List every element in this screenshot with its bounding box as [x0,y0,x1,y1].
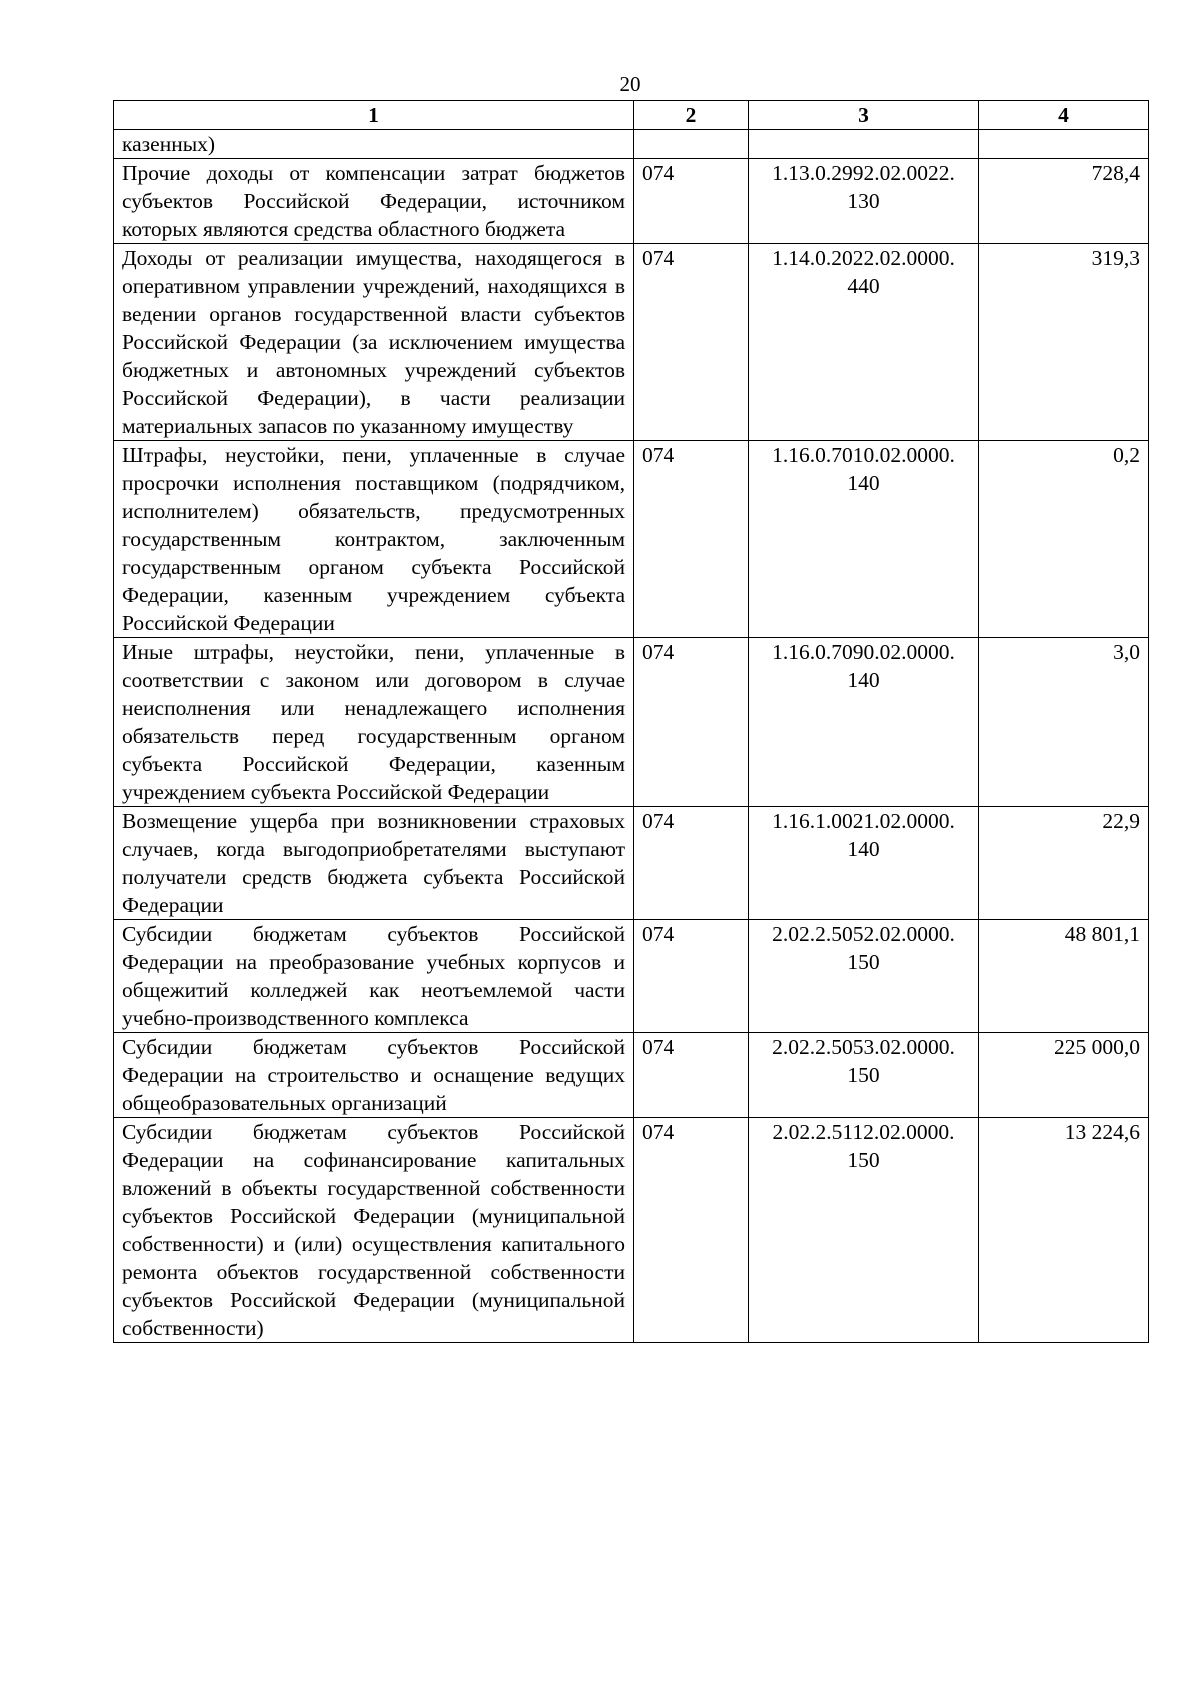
kbk-line-1: 1.16.0.7090.02.0000. [772,640,955,664]
row-kbk [749,638,979,807]
row-description: Возмещение ущерба при возникновении страховых случаев, когда выгодоприобретателями выступают получатели средств бюджета субъекта Российской Федерации [114,807,634,920]
table-row [114,1033,1149,1118]
row-amount: 3,0 [979,638,1149,807]
row-amount: 22,9 [979,807,1149,920]
kbk-line-2: 140 [847,837,880,861]
row-kbk [749,1033,979,1118]
table-row [114,244,1149,441]
table-row [114,638,1149,807]
row-description: Прочие доходы от компенсации затрат бюджетов субъектов Российской Федерации, источником которых являются средства областного бюджета [114,159,634,244]
row-amount [979,130,1149,159]
header-col-4: 4 [979,101,1149,130]
table-row [114,807,1149,920]
row-description: Субсидии бюджетам субъектов Российской Федерации на преобразование учебных корпусов и общежитий колледжей как неотъемлемой части учебно-производственного комплекса [114,920,634,1033]
row-admin-code: 074 [634,441,749,638]
page-number: 20 [619,72,641,96]
table-row [114,920,1149,1033]
row-kbk [749,920,979,1033]
row-admin-code [634,130,749,159]
row-kbk [749,130,979,159]
kbk-line-2: 140 [847,668,880,692]
row-admin-code: 074 [634,920,749,1033]
kbk-line-1: 1.14.0.2022.02.0000. [772,246,955,270]
row-description: Доходы от реализации имущества, находящегося в оперативном управлении учреждений, находящихся в ведении органов государственной власти субъектов Российской Федерации (за исключением имущества бюджетных и автономных учреждений субъектов Российской Федерации), в части реализации материальных запасов по указанному имуществу [114,244,634,441]
header-col-3: 3 [749,101,979,130]
header-col-2: 2 [634,101,749,130]
row-admin-code: 074 [634,159,749,244]
table-row [114,441,1149,638]
table-row [114,159,1149,244]
row-admin-code: 074 [634,807,749,920]
row-admin-code: 074 [634,638,749,807]
row-description: казенных) [114,130,634,159]
row-amount: 319,3 [979,244,1149,441]
kbk-line-2: 150 [847,1063,880,1087]
row-amount: 225 000,0 [979,1033,1149,1118]
row-admin-code: 074 [634,1033,749,1118]
kbk-line-1: 2.02.2.5052.02.0000. [772,922,955,946]
table-row [114,130,1149,159]
header-row [114,101,1149,130]
kbk-line-1: 2.02.2.5053.02.0000. [772,1035,955,1059]
kbk-line-1: 1.13.0.2992.02.0022. [772,161,955,185]
row-amount: 0,2 [979,441,1149,638]
row-description: Субсидии бюджетам субъектов Российской Федерации на строительство и оснащение ведущих общеобразовательных организаций [114,1033,634,1118]
budget-table [113,100,1149,1343]
row-description: Штрафы, неустойки, пени, уплаченные в случае просрочки исполнения поставщиком (подрядчиком, исполнителем) обязательств, предусмотренных государственным контрактом, заключенным государственным органом субъекта Российской Федерации, казенным учреждением субъекта Российской Федерации [114,441,634,638]
row-kbk [749,159,979,244]
kbk-line-1: 2.02.2.5112.02.0000. [772,1120,955,1144]
kbk-line-2: 440 [847,274,880,298]
kbk-line-2: 150 [847,1148,880,1172]
kbk-line-1: 1.16.0.7010.02.0000. [772,443,955,467]
row-description: Иные штрафы, неустойки, пени, уплаченные в соответствии с законом или договором в случае неисполнения или ненадлежащего исполнения обязательств перед государственным органом субъекта Российской Федерации, казенным учреждением субъекта Российской Федерации [114,638,634,807]
kbk-line-2: 130 [847,189,880,213]
row-kbk [749,1118,979,1343]
kbk-line-2: 140 [847,471,880,495]
row-kbk [749,441,979,638]
row-amount: 728,4 [979,159,1149,244]
row-kbk [749,244,979,441]
row-description: Субсидии бюджетам субъектов Российской Федерации на софинансирование капитальных вложений в объекты государственной собственности субъектов Российской Федерации (муниципальной собственности) и (или) осуществления капитального ремонта объектов государственной собственности субъектов Российской Федерации (муниципальной собственности) [114,1118,634,1343]
row-admin-code: 074 [634,1118,749,1343]
row-kbk [749,807,979,920]
row-amount: 13 224,6 [979,1118,1149,1343]
kbk-line-1: 1.16.1.0021.02.0000. [772,809,955,833]
header-col-1: 1 [114,101,634,130]
kbk-line-2: 150 [847,950,880,974]
row-amount: 48 801,1 [979,920,1149,1033]
table-row [114,1118,1149,1343]
row-admin-code: 074 [634,244,749,441]
